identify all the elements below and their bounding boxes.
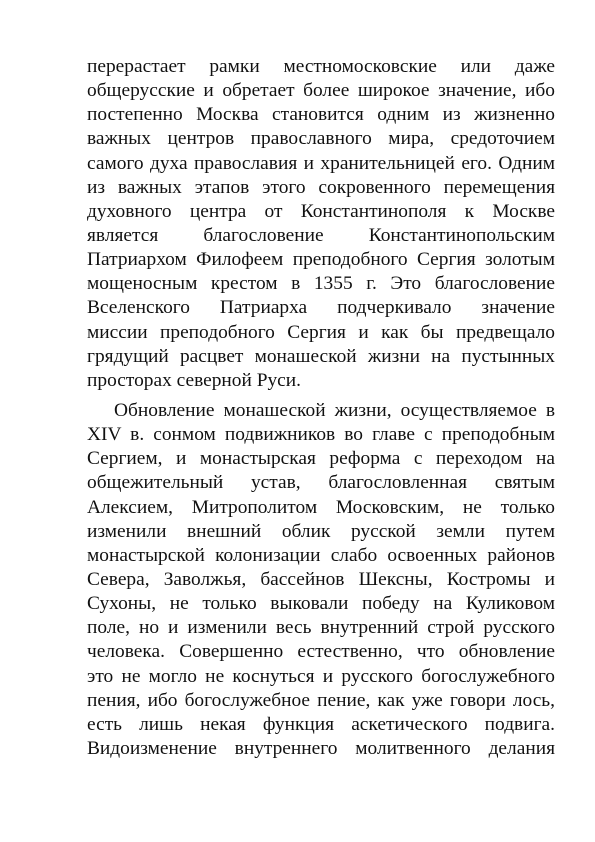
- text-line: Сухоны, не только выковали победу на Куликовом: [87, 593, 555, 615]
- text-line: самого духа православия и хранительницей его. Одним: [87, 152, 555, 174]
- paragraph-1: [87, 55, 555, 393]
- text-line: миссии преподобного Сергия и как бы предвещало: [87, 321, 555, 343]
- text-line: перерастает рамки местномосковские или даже: [87, 56, 555, 77]
- text-line: человека. Совершенно естественно, что обновление: [87, 641, 555, 663]
- text-line: монастырской колонизации слабо освоенных районов: [87, 544, 555, 566]
- text-line: общерусские и обретает более широкое значение, ибо: [87, 80, 555, 102]
- text-line: Алексием, Митрополитом Московским, не только: [87, 496, 555, 518]
- text-line: Севера, Заволжья, бассейнов Шексны, Костромы и: [87, 568, 555, 590]
- text-line: пения, ибо богослужебное пение, как уже говори лось,: [87, 689, 555, 711]
- text-line: есть лишь некая функция аскетического подвига.: [87, 713, 555, 735]
- text-line: XIV в. сонмом подвижников во главе с преподобным: [87, 424, 555, 446]
- text-line: Вселенского Патриарха подчеркивало значение: [87, 297, 555, 319]
- text-line: является благословение Константинопольским: [87, 224, 555, 246]
- text-line: Сергием, и монастырская реформа с переходом на: [87, 448, 555, 470]
- text-line: Обновление монашеской жизни, осуществляемое в: [114, 400, 555, 421]
- text-line: поле, но и изменили весь внутренний строй русского: [87, 617, 555, 639]
- text-line: просторах северной Руси.: [87, 369, 302, 391]
- text-line: важных центров православного мира, средоточием: [87, 128, 555, 150]
- text-line: это не могло не коснуться и русского богослужебного: [87, 665, 555, 687]
- text-line: постепенно Москва становится одним из жизненно: [87, 104, 555, 126]
- text-line: Видоизменение внутреннего молитвенного делания: [87, 737, 555, 759]
- text-line: грядущий расцвет монашеской жизни на пустынных: [87, 345, 555, 367]
- text-line: из важных этапов этого сокровенного перемещения: [87, 176, 555, 198]
- text-line: мощеносным крестом в 1355 г. Это благословение: [87, 273, 555, 295]
- paragraph-2: [87, 399, 555, 761]
- text-line: Патриархом Филофеем преподобного Сергия золотым: [87, 249, 555, 271]
- text-line: духовного центра от Константинополя к Москве: [87, 200, 555, 222]
- text-line: изменили внешний облик русской земли путем: [87, 520, 555, 542]
- text-line: общежительный устав, благословленная святым: [87, 472, 555, 494]
